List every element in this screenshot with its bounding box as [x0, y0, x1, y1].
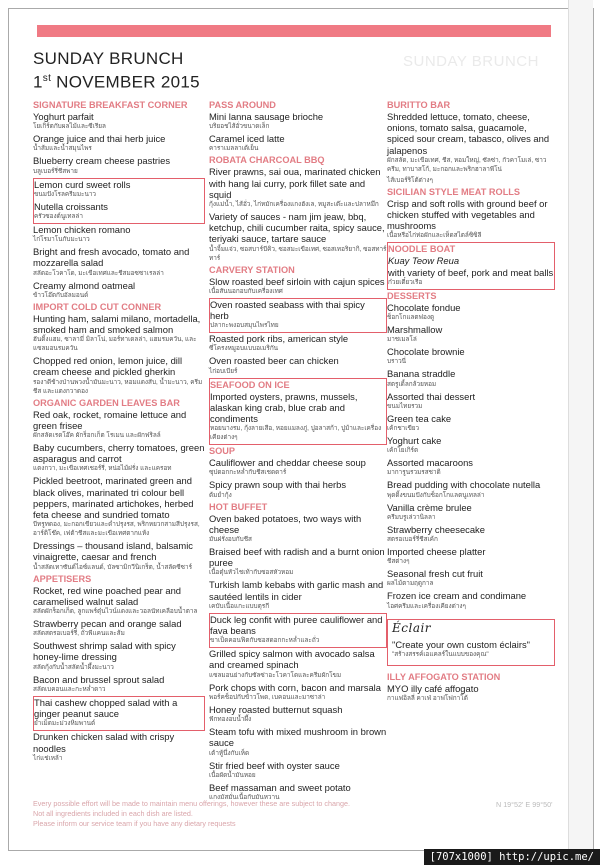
menu-item: Oven roasted seabass with thai spicy herb [210, 298, 365, 322]
menu-item: Roasted pork ribs, american style [209, 333, 349, 345]
menu-item: Lemon curd sweet rolls [34, 178, 131, 190]
footer-line-3: Please inform our service team if you have any dietary requests [33, 819, 236, 828]
menu-item-thai: ผักสลัดเรดโอ๊ค ผักร็อกเก็ต โรเมน และผักฟริลล์ [33, 432, 161, 440]
menu-item: Assorted thai dessert [387, 390, 476, 402]
menu-item: Southwest shrimp salad with spicy honey-lime dressing [33, 640, 176, 663]
section-heading: SICILIAN STYLE MEAT ROLLS [387, 186, 521, 197]
menu-item-thai: เค้กชาเขียว [387, 425, 420, 433]
menu-item: Chocolate fondue [387, 301, 461, 313]
menu-item: MYO illy café affogato [387, 683, 479, 695]
menu-item-thai: สลัดสตรอเบอร์รี่, ถั่วพีแคนและส้ม [33, 630, 125, 638]
menu-item: Crisp and soft rolls with ground beef or chicken stuffed with vegetables and mushrooms [387, 197, 548, 232]
menu-item-thai: สตรูเดิ้ลกล้วยหอม [387, 380, 437, 388]
menu-item: Blueberry cream cheese pastries [33, 155, 171, 167]
section-heading: IMPORT COLD CUT CONNER [33, 301, 162, 312]
menu-item: Creamy almond oatmeal [33, 279, 136, 291]
section-heading: ORGANIC GARDEN LEAVES BAR [33, 397, 180, 408]
menu-item: Marshmallow [387, 324, 443, 336]
menu-item: Yoghurt cake [387, 435, 442, 447]
section-heading: SOUP [209, 446, 236, 457]
menu-item-thai: กุ้งแม่น้ำ, ไส้อั่ว, ไก่หมักเครื่องแกงฮังเล, หมูสะเต๊ะและปลาหมึก [209, 201, 379, 209]
menu-item-thai: เนื้อผัดน้ำมันหอย [209, 771, 256, 779]
menu-item: Assorted macaroons [387, 457, 473, 469]
menu-item-thai: ฮันติ้งแฮม, ซาลามี่ มิลาโน่, มอร์ทาเดลล่า, แฮมรมควัน, และแซลมอนรมควัน [33, 336, 197, 353]
section-heading: ILLY AFFOGATO STATION [387, 672, 501, 683]
eclair-logo: Éclair [392, 620, 432, 635]
highlighted-item-box [209, 613, 387, 648]
menu-item-thai: ข้าวโอ๊ตกับอัลมอนด์ [33, 291, 89, 299]
menu-item-thai: ครีมบรูเล่วานิลลา [387, 513, 436, 521]
section-heading: PASS AROUND [209, 100, 276, 110]
menu-item: Orange juice and thai herb juice [33, 133, 166, 145]
menu-item: Hunting ham, salami milano, mortadella, smoked ham and smoked salmon [33, 312, 201, 336]
menu-item: Variety of sauces - nam jim jeaw, bbq, ketchup, chili cucumber raita, spicy sauce, teriyaki sauce, tartare sauce [209, 211, 385, 245]
menu-item-thai: เนื้อหรือไก่ห่อผักและเห็ดสไตล์ซิซิลี [387, 232, 482, 240]
highlighted-item-box [33, 696, 205, 731]
title-line-2 [33, 69, 200, 93]
page-title [33, 49, 200, 93]
menu-item: Honey roasted butternut squash [209, 703, 343, 715]
menu-item-thai: พุดดิ้งขนมปังกับช็อกโกแลตนูเทลล่า [387, 491, 485, 499]
menu-page [8, 8, 594, 851]
menu-item-thai: ครัวซองต์นูเทลล่า [34, 213, 83, 221]
menu-item-thai: บริยอชไส้อั่วขนาดเล็ก [209, 123, 270, 131]
menu-item-subtitle: Kuay Teow Reua [388, 255, 460, 267]
section-heading: NOODLE BOAT [388, 244, 456, 255]
menu-item: Vanilla crème brulee [387, 501, 472, 513]
section-heading: SEAFOOD ON ICE [210, 379, 290, 390]
menu-item-thai: ไส้เบอร์ริโต้ต่างๆ [387, 176, 433, 184]
menu-item-thai: สลัดกุ้งกับน้ำสลัดน้ำผึ้งมะนาว [33, 663, 114, 671]
menu-item-thai: สลัดเบคอนและกะหล่ำดาว [33, 685, 106, 693]
menu-item: Bright and fresh avocado, tomato and mozzarella salad [33, 246, 190, 269]
menu-item: Shredded lettuce, tomato, cheese, onions, tomato salsa, guacamole, spiced sour cream, tabasco, olives and jalapenos [387, 111, 550, 156]
gps-coordinates: N 19°52' E 99°50' [496, 800, 553, 809]
menu-item-thai: น้ำจิ้มแจ่ว, ซอสบาร์บีคิว, ซอสมะเขือเทศ, ซอสเทอริยากิ, ซอสทาร์ทาร์ [209, 245, 387, 262]
menu-item: Imported oysters, prawns, mussels, alaskan king crab, blue crab and condiments [210, 390, 358, 425]
title-line-1: SUNDAY BRUNCH [33, 49, 184, 68]
menu-item-thai: ผลไม้ตามฤดูกาล [387, 580, 434, 588]
column-3-tail [387, 672, 555, 703]
ghost-title-bleedthrough: SUNDAY BRUNCH [403, 53, 539, 70]
eclair-box [387, 619, 555, 666]
menu-item: with variety of beef, pork and meat balls [388, 266, 554, 278]
menu-item: Baby cucumbers, cherry tomatoes, green asparagus and carrot [33, 442, 205, 465]
menu-item-thai: ขาเป็ดคอนฟิตกับซอสดอกกะหล่ำและถั่ว [210, 637, 320, 645]
menu-item: Bread pudding with chocolate nutella [387, 479, 541, 491]
menu-item-thai: สลัดผักร็อกเก็ต, ลูกแพร์ตุ๋นไวน์แดงและวอลนัทเคลือบน้ำตาล [33, 608, 198, 616]
menu-item-thai: ปลากะพงอบสมุนไพรไทย [210, 322, 279, 330]
section-heading: SIGNATURE BREAKFAST CORNER [33, 100, 188, 110]
menu-item: Grilled spicy salmon with avocado salsa and creamed spinach [209, 648, 375, 671]
menu-item: Bacon and brussel sprout salad [33, 673, 165, 685]
menu-item-thai: ไอศครีมและเครื่องเคียงต่างๆ [387, 602, 466, 610]
menu-item-thai: พอร์คช็อปกับข้าวโพด, เบคอนและมาซาล่า [209, 693, 326, 701]
title-date: NOVEMBER 2015 [51, 72, 200, 92]
menu-item: Stir fried beef with oyster sauce [209, 759, 340, 771]
menu-item-thai: ไก่โรมาโนกับมะนาว [33, 236, 90, 244]
menu-item-thai: มาชเมลโล่ [387, 336, 417, 344]
menu-item-thai: ฟักทองอบน้ำผึ้ง [209, 716, 252, 724]
menu-item-thai: เนื้อสันนอกอบกับเครื่องเทศ [209, 287, 283, 295]
footer-notes [33, 799, 393, 829]
menu-item-thai: ไก่แช่เหล้า [33, 754, 63, 762]
menu-column-2 [209, 99, 387, 804]
menu-item-thai: แตงกวา, มะเขือเทศเชอร์รี่, หน่อไม้ฝรั่ง และแครอท [33, 465, 172, 473]
title-day-suffix: st [42, 73, 52, 84]
menu-item: Rocket, red wine poached pear and caramelised walnut salad [33, 584, 182, 607]
menu-item-thai: น้ำส้มและน้ำสมุนไพร [33, 145, 92, 153]
menu-item-thai: รองาดีช้างป่านพวงน้ำมันมะนาว, หอมแดงสับ, น้ำมะนาว, ครีมชีส และแตงกวาดอง [33, 378, 203, 395]
menu-item: Braised beef with radish and a burnt onion puree [209, 546, 385, 569]
section-heading: BURITTO BAR [387, 100, 451, 110]
menu-item: Red oak, rocket, romaine lettuce and green frisee [33, 408, 187, 431]
menu-item: Chopped red onion, lemon juice, dill cream cheese and pickled gherkin [33, 355, 183, 378]
menu-item: Nutella croissants [34, 200, 108, 212]
menu-item-thai: ต้มยำกุ้ง [209, 491, 232, 499]
section-heading: ROBATA CHARCOAL BBQ [209, 155, 325, 166]
section-heading: CARVERY STATION [209, 264, 295, 275]
menu-item: Pork chops with corn, bacon and marsala [209, 681, 381, 693]
menu-item: Cauliflower and cheddar cheese soup [209, 457, 366, 469]
menu-item: Oven roasted beer can chicken [209, 355, 339, 367]
menu-item-thai: บีทรูทดอง, มะกอกเขียวและดำปรุงรส, พริกหยวกสามสีปรุงรส, อาร์ติโช๊ค, เฟต้าชีสและมะเขือเทศตากแห้ง [33, 521, 200, 538]
menu-item-thai: ผักสลัด, มะเขือเทศ, ชีส, หอมใหญ่, ซัลซ่า, กัวคาโมเล่, ซาวครีม, ทาบาสโก้, มะกอกและพริกฮาลาพีโน่ [387, 156, 547, 173]
menu-item: Imported cheese platter [387, 546, 486, 558]
menu-item-thai: ไก่อบเบียร์ [209, 367, 238, 375]
menu-item: Beef massaman and sweet potato [209, 781, 351, 793]
menu-item: Seasonal fresh cut fruit [387, 568, 483, 580]
highlighted-item-box [209, 298, 387, 333]
menu-item-thai: ซี่โครงหมูอบแบบอเมริกัน [209, 345, 279, 353]
menu-item: Thai cashew chopped salad with a ginger peanut sauce [34, 696, 178, 720]
menu-item-thai: ชีสต่างๆ [387, 558, 410, 566]
footer-line-1: Every possible effort will be made to maintain menu offerings, however these are subject to change. [33, 799, 350, 808]
eclair-tagline: "Create your own custom éclairs" [392, 638, 530, 650]
menu-item: Frozen ice cream and condimane [387, 590, 527, 602]
menu-item-thai: คาราเมลลาเต้เย็น [209, 145, 259, 153]
menu-item-thai: เนื้อตุ๋นหัวไชเท้ากับซอสหัวหอม [209, 569, 294, 577]
menu-item: Yoghurt parfait [33, 111, 94, 122]
highlighted-item-box [387, 242, 555, 289]
menu-item: Spicy prawn soup with thai herbs [209, 479, 347, 491]
menu-item-thai: สลัดอะโวคาโด, มะเขือเทศและชีสมอซซาเรลล่า [33, 269, 164, 277]
menu-item: Pickled beetroot, marinated green and black olives, marinated tri colour bell peppers, marinated artichokes, herbed feta cheese and sundried tomato [33, 475, 194, 521]
menu-item: Green tea cake [387, 412, 452, 424]
menu-item-thai: บลูเบอร์รี่ชีสพาย [33, 167, 78, 175]
menu-item: Oven baked potatoes, two ways with cheese [209, 512, 362, 535]
menu-item: Lemon chicken romano [33, 224, 131, 236]
highlighted-item-box [33, 178, 205, 224]
menu-column-3 [387, 99, 555, 705]
menu-item-thai: แกงมัสมั่นเนื้อกับมันหวาน [209, 793, 280, 801]
menu-item-thai: สตรอเบอร์รี่ชีสเค้ก [387, 536, 438, 544]
menu-item: Steam tofu with mixed mushroom in brown sauce [209, 726, 387, 749]
menu-item-thai: ขนมปังโรลครีมมะนาว [34, 190, 97, 198]
title-day: 1 [33, 72, 43, 92]
menu-item: Caramel iced latte [209, 133, 285, 145]
menu-item: Dressings – thousand island, balsamic vinaigrette, caesar and french [33, 540, 193, 563]
header-accent-bar [37, 25, 551, 37]
menu-item-thai: เค้กโยเกิร์ต [387, 447, 419, 455]
menu-item-thai: หอยนางรม, กุ้งลายเสือ, หอยแมลงภู่, ปูอลาสก้า, ปูม้าและเครื่องเคียงต่างๆ [210, 425, 382, 442]
menu-item-thai: เต้าหู้นึ่งกับเห็ด [209, 749, 250, 757]
menu-item-thai: แซลมอนย่างกับซัลซ่าอะโวคาโดและครีมผักโขม [209, 671, 342, 679]
menu-item: Strawberry cheesecake [387, 523, 485, 535]
menu-item-thai: กาแฟอิลลี่ คาเฟ่ อาฟโฟกาโต้ [387, 695, 468, 703]
menu-item-thai: ก๋วยเตี๋ยวเรือ [388, 278, 423, 286]
footer-line-2: Not all ingredients included in each dish are listed. [33, 809, 193, 818]
menu-item: River prawns, sai oua, marinated chicken with hang lai curry, pork fillet sate and squid [209, 166, 381, 200]
menu-item: Slow roasted beef sirloin with cajun spices [209, 275, 385, 287]
image-host-watermark: [707x1000] http://upic.me/ [424, 849, 600, 865]
menu-item-thai: โยเกิร์ตกับผลไม้และซีเรียล [33, 123, 106, 131]
menu-item-thai: ช็อกโกแลตฟองดู [387, 314, 435, 322]
menu-item-thai: มันฝรั่งอบกับชีส [209, 536, 252, 544]
menu-item-thai: มาการูนรวมรสชาติ [387, 469, 441, 477]
menu-item: Duck leg confit with puree cauliflower and fava beans [210, 613, 383, 637]
menu-item: Turkish lamb kebabs with garlic mash and sautéed lentils in cider [209, 579, 384, 602]
section-heading: APPETISERS [33, 573, 92, 584]
menu-item-thai: บราวนี่ [387, 358, 407, 366]
menu-item: Strawberry pecan and orange salad [33, 618, 182, 630]
highlighted-item-box [209, 378, 387, 446]
menu-item-thai: น้ำสลัดเทาซันด์ไอซ์แลนด์, บัลซามิกวีนิเกร็ต, น้ำสลัดซีซาร์ [33, 563, 193, 571]
menu-item: Drunken chicken salad with crispy noodles [33, 731, 175, 754]
viewer-sidebar [568, 0, 593, 849]
menu-item-thai: ยำเม็ดมะม่วงหิมพานต์ [34, 720, 96, 728]
section-heading: HOT BUFFET [209, 501, 268, 512]
menu-item: Banana straddle [387, 368, 456, 380]
column-3-list [387, 100, 555, 611]
menu-item: Chocolate brownie [387, 346, 465, 358]
menu-column-1 [33, 99, 205, 765]
eclair-tagline-thai: "สร้างสรรค์เอแคลร์ในแบบของคุณ" [392, 651, 489, 659]
menu-item: Mini lanna sausage brioche [209, 111, 324, 122]
section-heading: DESSERTS [387, 290, 437, 301]
menu-item-thai: เคบับเนื้อแกะแบบตุรกี [209, 602, 270, 610]
menu-item-thai: ขนมไทยรวม [387, 402, 423, 410]
menu-item-thai: ซุปดอกกะหล่ำกับชีสเชดดาร์ [209, 469, 287, 477]
